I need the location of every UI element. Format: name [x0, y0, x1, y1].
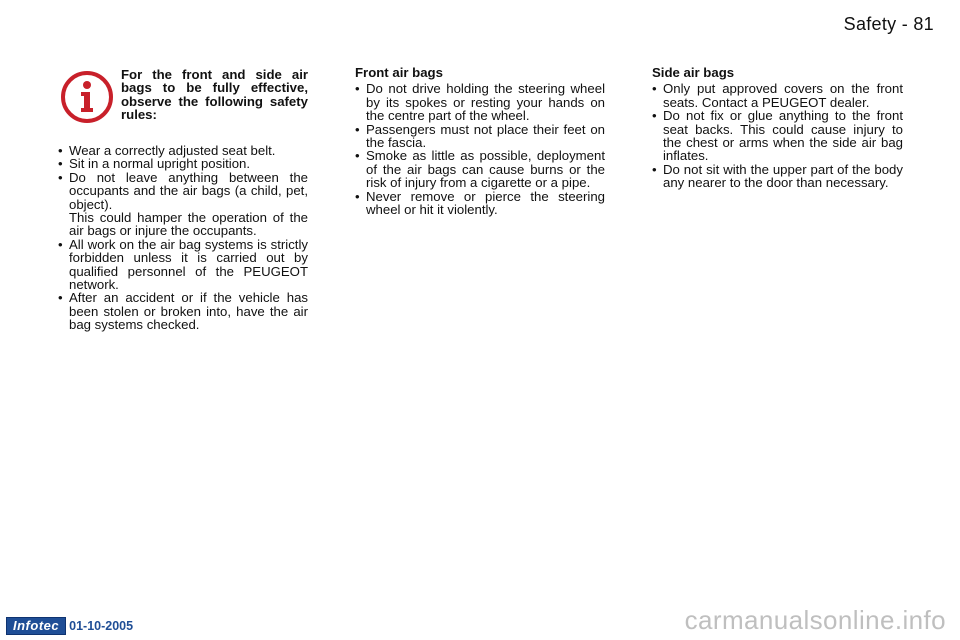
footer-date: 01-10-2005	[69, 619, 134, 633]
section-title: Side air bags	[652, 65, 735, 80]
section-title: Front air bags	[355, 65, 443, 80]
list-item-note: This could hamper the operation of the air bags or injure the occupants.	[69, 210, 308, 239]
warning-text: For the front and side air bags to be fully effective, observe the following safety rules:	[121, 67, 308, 123]
list-item: • All work on the air bag systems is strictly forbidden unless it is carried out by qualified personnel of the PEUGEOT network.	[58, 238, 308, 292]
page-header-title: Safety - 81	[843, 14, 934, 34]
list-item: • Do not drive holding the steering wheel by its spokes or resting your hands on the centre part of the wheel.	[355, 82, 605, 122]
list-item: • Wear a correctly adjusted seat belt.	[58, 144, 308, 157]
warning-box	[58, 66, 308, 144]
column-safety-rules	[58, 66, 308, 332]
watermark: carmanualsonline.info	[684, 605, 946, 635]
column-side-air-bags	[652, 66, 903, 190]
info-icon	[60, 70, 114, 124]
list-item: • Smoke as little as possible, deployment of the air bags can cause burns or the risk of injury from a cigarette or a pipe.	[355, 149, 605, 189]
list-item: • Do not fix or glue anything to the front seat backs. This could cause injury to the chest or arms when the side air bag inflates.	[652, 109, 903, 163]
list-item: • Do not leave anything between the occupants and the air bags (a child, pet, object). This could hamper the operation of the air bags or injure the occupants.	[58, 171, 308, 238]
infotec-logo: Infotec	[6, 617, 66, 635]
footer	[6, 618, 133, 634]
safety-rules-list	[58, 144, 308, 332]
list-item: • Do not sit with the upper part of the body any nearer to the door than necessary.	[652, 163, 903, 190]
list-item: • Sit in a normal upright position.	[58, 157, 308, 170]
column-front-air-bags	[355, 66, 605, 216]
list-item: • Never remove or pierce the steering wheel or hit it violently.	[355, 190, 605, 217]
front-air-bags-list	[355, 82, 605, 216]
list-item: • Passengers must not place their feet on the fascia.	[355, 123, 605, 150]
list-item: • Only put approved covers on the front seats. Contact a PEUGEOT dealer.	[652, 82, 903, 109]
list-item: • After an accident or if the vehicle has been stolen or broken into, have the air bag systems checked.	[58, 291, 308, 331]
side-air-bags-list	[652, 82, 903, 189]
